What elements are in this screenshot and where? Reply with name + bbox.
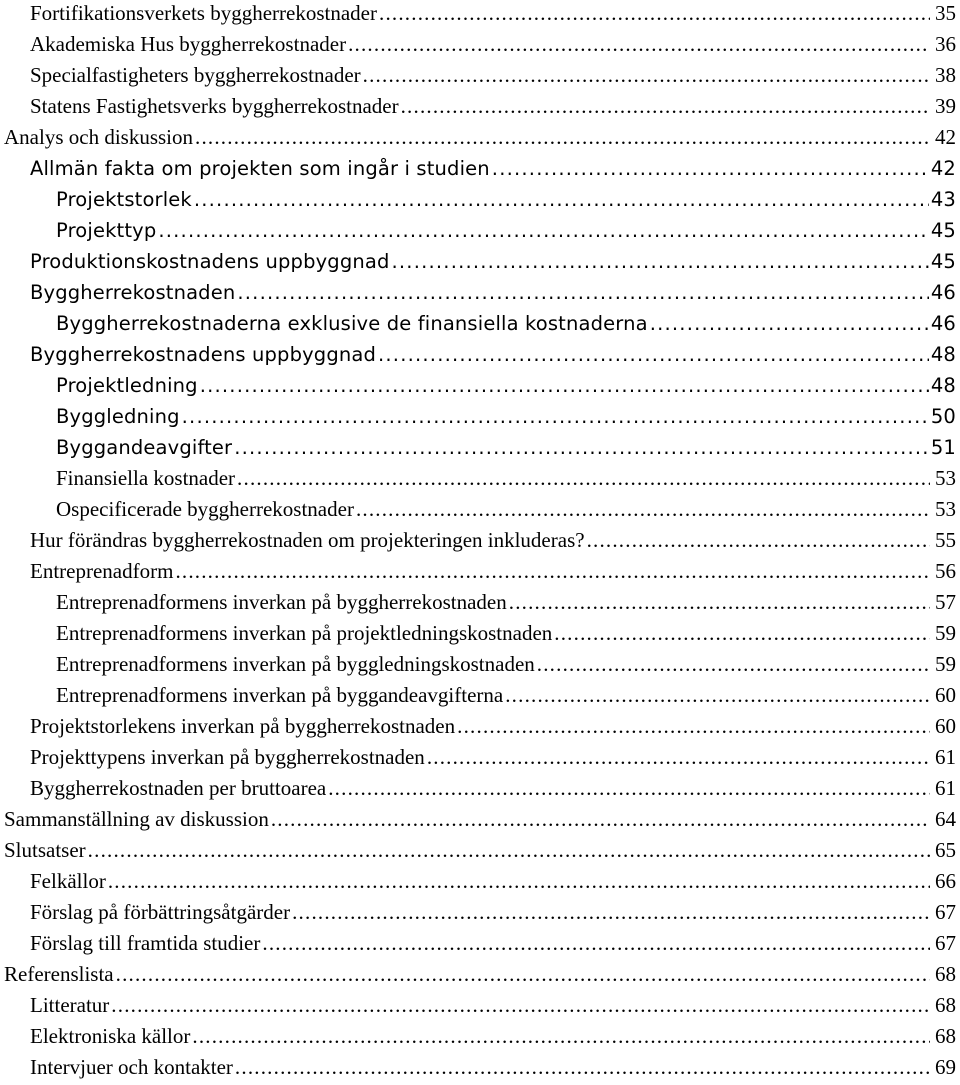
toc-entry[interactable] bbox=[4, 682, 956, 713]
toc-entry[interactable] bbox=[4, 403, 956, 434]
toc-entry[interactable] bbox=[4, 620, 956, 651]
toc-entry-title: Entreprenadformens inverkan på byggandeavgifterna bbox=[56, 683, 504, 707]
toc-dot-leader bbox=[356, 496, 930, 523]
toc-entry-title: Fortifikationsverkets byggherrekostnader bbox=[30, 1, 377, 25]
toc-dot-leader bbox=[650, 310, 929, 337]
toc-page-number: 51 bbox=[930, 436, 956, 459]
toc-entry-title: Byggherrekostnaderna exklusive de finansiella kostnaderna bbox=[56, 312, 648, 335]
toc-entry[interactable] bbox=[4, 124, 956, 155]
toc-entry-title: Sammanställning av diskussion bbox=[4, 807, 269, 831]
toc-dot-leader bbox=[328, 775, 930, 802]
toc-entry-title: Intervjuer och kontakter bbox=[30, 1055, 233, 1079]
toc-entry-title: Specialfastigheters byggherrekostnader bbox=[30, 63, 361, 87]
toc-page-number: 55 bbox=[935, 528, 956, 552]
toc-entry[interactable] bbox=[4, 31, 956, 62]
toc-entry[interactable] bbox=[4, 1054, 956, 1085]
toc-entry-title: Byggherrekostnaden bbox=[30, 281, 236, 304]
toc-dot-leader bbox=[175, 558, 930, 585]
toc-entry-title: Projektstorlekens inverkan på byggherrekostnaden bbox=[30, 714, 456, 738]
toc-entry-title: Byggherrekostnaden per bruttoarea bbox=[30, 776, 327, 800]
toc-entry-title: Projektledning bbox=[56, 374, 198, 397]
toc-entry[interactable] bbox=[4, 899, 956, 930]
toc-entry[interactable] bbox=[4, 186, 956, 217]
toc-page-number: 68 bbox=[935, 993, 956, 1017]
toc-page-number: 66 bbox=[935, 869, 956, 893]
toc-page-number: 65 bbox=[935, 838, 956, 862]
toc-dot-leader bbox=[392, 248, 929, 275]
toc-entry-title: Allmän fakta om projekten som ingår i studien bbox=[30, 157, 490, 180]
toc-dot-leader bbox=[348, 31, 930, 58]
toc-entry-title: Litteratur bbox=[30, 993, 110, 1017]
toc-entry-title: Projekttyp bbox=[56, 219, 157, 242]
toc-entry-title: Entreprenadform bbox=[30, 559, 174, 583]
toc-entry[interactable] bbox=[4, 558, 956, 589]
toc-entry[interactable] bbox=[4, 651, 956, 682]
toc-dot-leader bbox=[427, 744, 930, 771]
toc-dot-leader bbox=[492, 155, 929, 182]
toc-page-number: 38 bbox=[935, 63, 956, 87]
toc-dot-leader bbox=[378, 341, 929, 368]
toc-dot-leader bbox=[195, 124, 930, 151]
toc-page-number: 67 bbox=[935, 931, 956, 955]
toc-page-number: 48 bbox=[930, 374, 956, 397]
toc-entry-title: Elektroniska källor bbox=[30, 1024, 191, 1048]
toc-entry-title: Slutsatser bbox=[4, 838, 86, 862]
toc-dot-leader bbox=[116, 961, 930, 988]
toc-entry[interactable] bbox=[4, 713, 956, 744]
toc-entry-title: Akademiska Hus byggherrekostnader bbox=[30, 32, 347, 56]
toc-page-number: 59 bbox=[935, 621, 956, 645]
toc-dot-leader bbox=[111, 992, 930, 1019]
toc-dot-leader bbox=[363, 62, 930, 89]
toc-entry-title: Referenslista bbox=[4, 962, 114, 986]
toc-dot-leader bbox=[509, 589, 930, 616]
toc-entry[interactable] bbox=[4, 775, 956, 806]
toc-dot-leader bbox=[262, 930, 930, 957]
toc-page-number: 43 bbox=[930, 188, 956, 211]
toc-page-number: 48 bbox=[930, 343, 956, 366]
toc-dot-leader bbox=[292, 899, 930, 926]
toc-entry[interactable] bbox=[4, 527, 956, 558]
toc-page-number: 39 bbox=[935, 94, 956, 118]
toc-entry[interactable] bbox=[4, 0, 956, 31]
toc-entry-title: Byggherrekostnadens uppbyggnad bbox=[30, 343, 376, 366]
toc-dot-leader bbox=[237, 465, 930, 492]
toc-dot-leader bbox=[234, 434, 929, 461]
toc-page-number: 53 bbox=[935, 466, 956, 490]
toc-page-number: 60 bbox=[935, 714, 956, 738]
toc-page-number: 64 bbox=[935, 807, 956, 831]
toc-entry-title: Finansiella kostnader bbox=[56, 466, 236, 490]
table-of-contents bbox=[4, 0, 956, 1085]
toc-page-number: 61 bbox=[935, 776, 956, 800]
toc-dot-leader bbox=[182, 403, 929, 430]
toc-page-number: 56 bbox=[935, 559, 956, 583]
toc-entry-title: Projekttypens inverkan på byggherrekostnaden bbox=[30, 745, 425, 769]
toc-entry[interactable] bbox=[4, 372, 956, 403]
toc-page-number: 45 bbox=[930, 219, 956, 242]
toc-page-number: 42 bbox=[935, 125, 956, 149]
toc-page-number: 50 bbox=[930, 405, 956, 428]
toc-page-number: 53 bbox=[935, 497, 956, 521]
toc-entry[interactable] bbox=[4, 465, 956, 496]
toc-entry[interactable] bbox=[4, 868, 956, 899]
toc-entry[interactable] bbox=[4, 992, 956, 1023]
toc-entry-title: Ospecificerade byggherrekostnader bbox=[56, 497, 354, 521]
toc-entry[interactable] bbox=[4, 744, 956, 775]
toc-entry[interactable] bbox=[4, 93, 956, 124]
toc-entry[interactable] bbox=[4, 248, 956, 279]
toc-entry[interactable] bbox=[4, 62, 956, 93]
toc-entry-title: Felkällor bbox=[30, 869, 106, 893]
toc-dot-leader bbox=[537, 651, 930, 678]
toc-page-number: 61 bbox=[935, 745, 956, 769]
toc-entry-title: Analys och diskussion bbox=[4, 125, 193, 149]
toc-entry[interactable] bbox=[4, 961, 956, 992]
toc-dot-leader bbox=[379, 0, 930, 27]
toc-entry[interactable] bbox=[4, 930, 956, 961]
toc-entry[interactable] bbox=[4, 155, 956, 186]
toc-dot-leader bbox=[457, 713, 930, 740]
toc-page-number: 36 bbox=[935, 32, 956, 56]
toc-page-number: 59 bbox=[935, 652, 956, 676]
toc-page-number: 45 bbox=[930, 250, 956, 273]
toc-entry-title: Hur förändras byggherrekostnaden om projekteringen inkluderas? bbox=[30, 528, 585, 552]
toc-page-number: 68 bbox=[935, 962, 956, 986]
toc-dot-leader bbox=[237, 279, 929, 306]
toc-entry-title: Produktionskostnadens uppbyggnad bbox=[30, 250, 390, 273]
toc-page-number: 69 bbox=[935, 1055, 956, 1079]
toc-entry[interactable] bbox=[4, 341, 956, 372]
toc-entry-title: Entreprenadformens inverkan på byggherrekostnaden bbox=[56, 590, 507, 614]
toc-entry[interactable] bbox=[4, 806, 956, 837]
toc-entry-title: Byggandeavgifter bbox=[56, 436, 233, 459]
toc-page-number: 35 bbox=[935, 1, 956, 25]
toc-dot-leader bbox=[587, 527, 930, 554]
toc-entry-title: Byggledning bbox=[56, 405, 180, 428]
toc-entry[interactable] bbox=[4, 1023, 956, 1054]
toc-entry[interactable] bbox=[4, 589, 956, 620]
toc-dot-leader bbox=[235, 1054, 930, 1081]
toc-dot-leader bbox=[200, 372, 929, 399]
toc-dot-leader bbox=[505, 682, 930, 709]
toc-entry[interactable] bbox=[4, 217, 956, 248]
toc-page-number: 46 bbox=[930, 281, 956, 304]
toc-entry-title: Projektstorlek bbox=[56, 188, 192, 211]
toc-page-number: 57 bbox=[935, 590, 956, 614]
toc-entry[interactable] bbox=[4, 837, 956, 868]
toc-entry[interactable] bbox=[4, 310, 956, 341]
toc-entry-title: Förslag till framtida studier bbox=[30, 931, 261, 955]
toc-page-number: 60 bbox=[935, 683, 956, 707]
toc-page-number: 67 bbox=[935, 900, 956, 924]
toc-dot-leader bbox=[88, 837, 930, 864]
toc-entry[interactable] bbox=[4, 496, 956, 527]
toc-dot-leader bbox=[271, 806, 930, 833]
toc-dot-leader bbox=[554, 620, 930, 647]
toc-dot-leader bbox=[401, 93, 930, 120]
toc-dot-leader bbox=[192, 1023, 930, 1050]
toc-page-number: 68 bbox=[935, 1024, 956, 1048]
toc-entry-title: Entreprenadformens inverkan på byggledningskostnaden bbox=[56, 652, 535, 676]
toc-entry-title: Entreprenadformens inverkan på projektledningskostnaden bbox=[56, 621, 553, 645]
toc-page-number: 46 bbox=[930, 312, 956, 335]
toc-entry[interactable] bbox=[4, 434, 956, 465]
toc-page-number: 42 bbox=[930, 157, 956, 180]
toc-entry[interactable] bbox=[4, 279, 956, 310]
toc-dot-leader bbox=[108, 868, 930, 895]
toc-entry-title: Statens Fastighetsverks byggherrekostnader bbox=[30, 94, 399, 118]
toc-dot-leader bbox=[194, 186, 929, 213]
toc-entry-title: Förslag på förbättringsåtgärder bbox=[30, 900, 291, 924]
toc-dot-leader bbox=[158, 217, 929, 244]
